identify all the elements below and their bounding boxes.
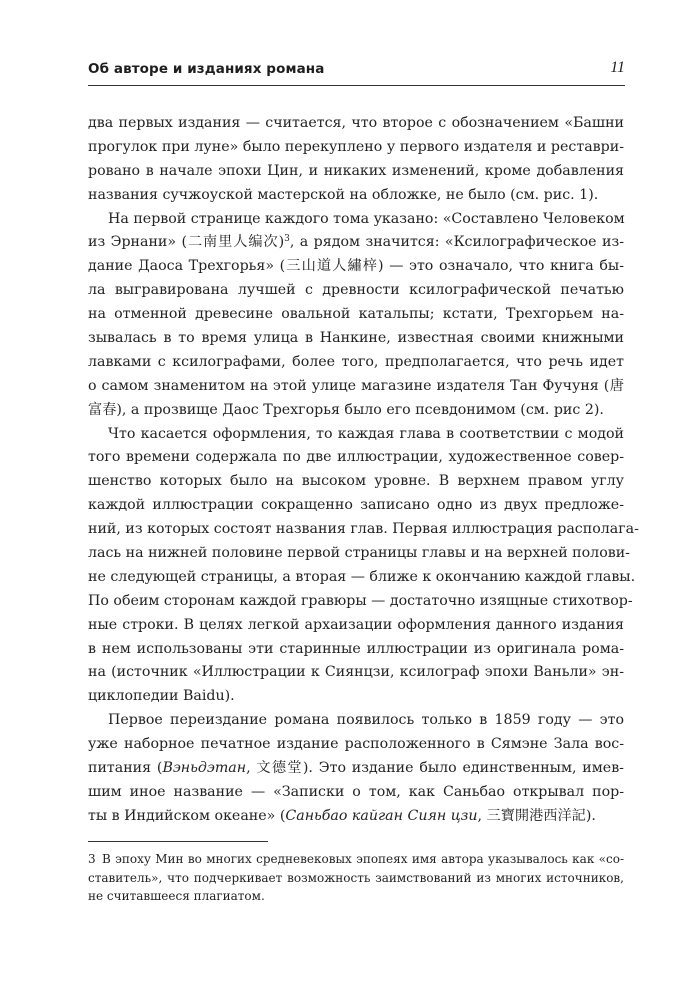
text-line: По обеим сторонам каждой гравюры — достаточно изящные стихотвор- (88, 592, 633, 609)
text-line: дание Даоса Трехгорья» (三山道人繡梓) — это означало, что книга бы- (88, 258, 624, 275)
text-line: лавками с ксилографами, более того, предполагается, что речь идет (88, 353, 624, 370)
text-line: названия сучжоуской мастерской на обложке, не было (см. рис. 1). (88, 186, 599, 203)
text-line: на отменной древесине овальной катальпы; кстати, Трехгорьем на- (88, 306, 624, 323)
footnote-line: ставитель», что подчеркивает возможность заимствований из многих источников, (88, 870, 624, 885)
paragraph-3 (88, 423, 639, 710)
text-fragment: , 三寶開港西洋記). (477, 807, 596, 824)
text-line (88, 805, 624, 829)
text-line (88, 231, 624, 255)
body-text (88, 112, 639, 829)
footnote-line (88, 850, 624, 869)
text-fragment: , 文德堂). Это издание было единственным, имев- (246, 760, 624, 777)
italic-title: Вэньдэтан (162, 760, 247, 777)
text-line: ла выгравирована лучшей с древности ксилографической печатью (88, 282, 624, 299)
text-line: лась на нижней половине первой страницы главы и на верхней полови- (88, 545, 630, 562)
footnote-rule (88, 841, 268, 842)
text-line: ные строки. В целях легкой архаизации оформления данного издания (88, 616, 624, 633)
text-fragment: , а рядом значится: «Ксилографическое из- (289, 234, 624, 251)
page-header (88, 57, 625, 87)
text-line: не следующей страницы, а вторая — ближе к окончанию каждой главы. (88, 568, 636, 585)
text-line: ний, из которых состоят названия глав. Первая иллюстрация располага- (88, 521, 639, 538)
text-fragment: В эпоху Мин во многих средневековых эпопеях имя автора указывалось как «со- (102, 852, 624, 866)
text-line: Что касается оформления, то каждая глава в соответствии с модой (108, 425, 624, 442)
footnote-line: не считавшееся плагиатом. (88, 889, 265, 903)
header-rule (88, 85, 625, 86)
footnote-ref: 3 (284, 234, 290, 245)
page-number: 11 (610, 59, 625, 76)
text-line: циклопедии Baidu). (88, 688, 235, 705)
running-head: Об авторе и изданиях романа (88, 61, 325, 77)
text-line: 富春), а прозвище Даос Трехгорья было его псевдонимом (см. рис 2). (88, 401, 604, 418)
footnote (88, 850, 624, 906)
paragraph-1 (88, 112, 624, 208)
text-line (88, 757, 624, 781)
text-line: ровано в начале эпохи Цин, и никаких изменений, кроме добавления (88, 162, 624, 179)
text-line: уже наборное печатное издание расположенного в Сямэне Зала вос- (88, 736, 624, 753)
paragraph-2 (88, 208, 624, 423)
text-line: на (источник «Иллюстрации к Сиянцзи, ксилограф эпохи Ваньли» эн- (88, 664, 624, 681)
text-line: шенство которых было на высоком уровне. В верхнем правом углу (88, 473, 624, 490)
text-fragment: ты в Индийском океане» ( (88, 807, 286, 824)
text-line: Первое переиздание романа появилось только в 1859 году — это (108, 712, 624, 729)
text-fragment: из Эрнани» (二南里人编次) (88, 234, 285, 251)
text-line: На первой странице каждого тома указано: «Составлено Человеком (108, 210, 625, 227)
paragraph-4 (88, 709, 624, 828)
text-line: того времени содержала по две иллюстрации, художественное совер- (88, 449, 624, 466)
text-line: прогулок при луне» было перекуплено у первого издателя и реставри- (88, 138, 624, 155)
text-fragment: питания ( (88, 760, 163, 777)
text-line: в нем использованы эти старинные иллюстрации из оригинала рома- (88, 640, 624, 657)
text-line: каждой иллюстрации сокращенно записано одно из двух предложе- (88, 497, 624, 514)
text-line: о самом знаменитом на этой улице магазине издателя Тан Фучуня (唐 (88, 377, 624, 394)
text-line: два первых издания — считается, что второе с обозначением «Башни (88, 115, 624, 131)
italic-title: Саньбао кайган Сиян цзи (285, 807, 478, 824)
footnote-number: 3 (88, 852, 96, 866)
text-line: шим иное название — «Записки о том, как Саньбао открывал пор- (88, 783, 624, 800)
text-line: зывалась в то время улица в Нанкине, известная своими книжными (88, 330, 624, 347)
